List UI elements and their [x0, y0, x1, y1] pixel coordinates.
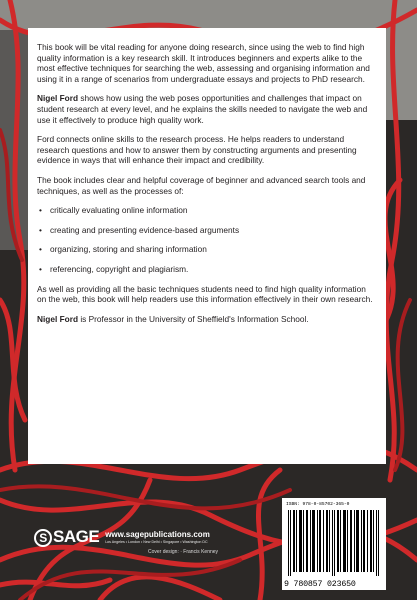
closing-paragraph: As well as providing all the basic techniques students need to find high quality information on the web, this book will help readers use this information effectively in their own research.: [37, 283, 373, 305]
bullet-icon: •: [39, 205, 42, 216]
research-paragraph: Ford connects online skills to the research process. He helps readers to understand research questions and how to answer them by constructing arguments and presenting evidence in ways that will enhance their impact and credibility.: [37, 134, 357, 166]
author-name: Nigel Ford: [37, 313, 79, 324]
list-item: • critically evaluating online information: [39, 205, 188, 216]
list-item: • referencing, copyright and plagiarism.: [39, 263, 189, 274]
sage-logo-circle-icon: S: [34, 529, 52, 547]
author-paragraph: [37, 93, 374, 125]
intro-paragraph: This book will be vital reading for anyone doing research, since using the web to find high quality information is a key research skill. It introduces beginners and experts alike to the most effective techniques for searching the web, assessing and organising information and using it in a range of scenarios from undergraduate essays and projects to PhD research.: [37, 42, 370, 84]
barcode-bars: [288, 510, 380, 576]
publisher-url[interactable]: www.sagepublications.com: [105, 530, 210, 539]
publisher-cities: Los Angeles • London • New Delhi • Singapore • Washington DC: [105, 540, 208, 544]
author-bio: [37, 314, 374, 325]
list-item: • organizing, storing and sharing information: [39, 244, 207, 255]
cover-credit: Cover design: · Francis Kenney: [148, 549, 219, 555]
process-list: [37, 205, 374, 274]
publisher-info: [105, 530, 210, 544]
author-bio-text: is Professor in the University of Sheffield's Information School.: [78, 313, 309, 324]
list-item: • creating and presenting evidence-based arguments: [39, 224, 240, 235]
sage-logo: S SAGE: [34, 527, 99, 547]
publisher-block: [34, 527, 210, 547]
bullet-icon: •: [39, 224, 42, 235]
isbn-barcode: [282, 498, 386, 590]
isbn-text: ISBN: 978-0-85702-365-0: [286, 502, 350, 507]
isbn-number: 9 780857 023650: [284, 580, 356, 589]
bullet-icon: •: [39, 263, 42, 274]
blurb-panel: [28, 28, 386, 464]
author-paragraph-text: shows how using the web poses opportunities and challenges that impact on student research at every level, and he explains the skills needed to navigate the web and use it effectively to produce high quality work.: [37, 93, 368, 125]
coverage-paragraph: The book includes clear and helpful coverage of beginner and advanced search tools and techniques, as well as the processes of:: [37, 174, 366, 196]
author-name: Nigel Ford: [37, 93, 79, 104]
bullet-icon: •: [39, 244, 42, 255]
